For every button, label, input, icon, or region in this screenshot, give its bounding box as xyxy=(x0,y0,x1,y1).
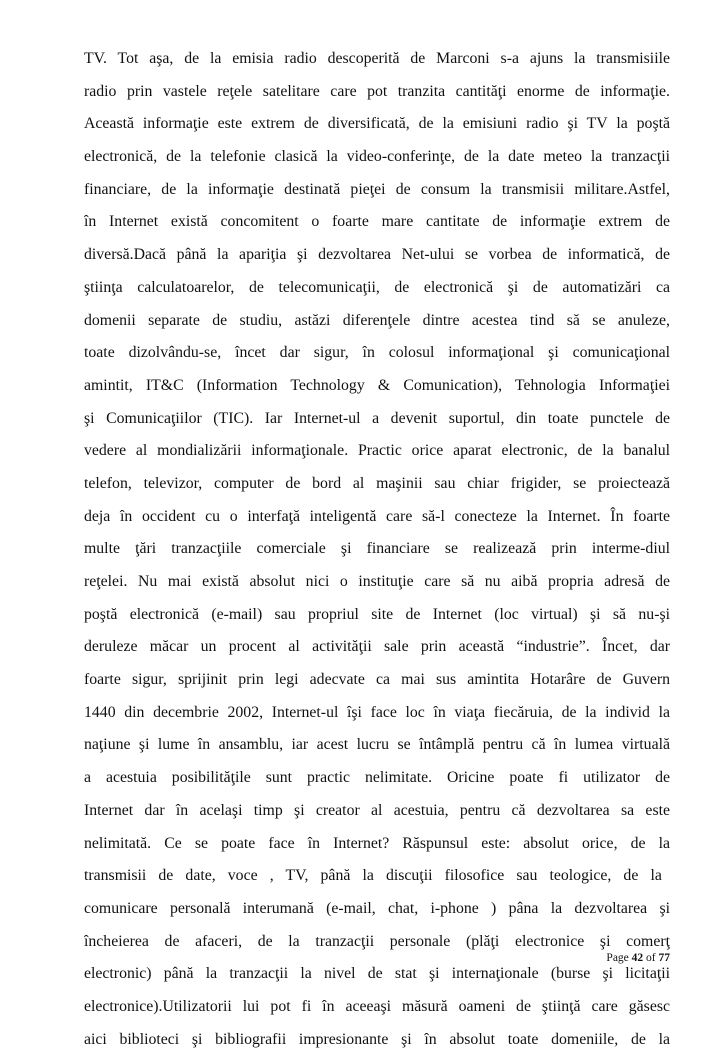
page-prefix: Page xyxy=(606,952,629,964)
text-line: şi Comunicaţiilor (TIC). Iar Internet-ul a devenit suportul, din toate punctele de xyxy=(84,409,670,427)
text-line: naţiune şi lume în ansamblu, iar acest lucru se întâmplă pentru că în lumea virtuală xyxy=(84,736,670,754)
text-line: toate dizolvându-se, încet dar sigur, în colosul informaţional şi comunicaţional xyxy=(84,344,670,362)
text-line: amintit, IT&C (Information Technology & Comunication), Tehnologia Informaţiei xyxy=(84,376,670,394)
text-line: ştiinţa calculatoarelor, de telecomunicaţii, de electronică şi de automatizări ca xyxy=(84,278,670,296)
text-line: foarte sigur, sprijinit prin legi adecvate ca mai sus amintita Hotarâre de Guvern xyxy=(84,671,670,689)
text-line: domenii separate de studiu, astăzi diferenţele dintre acestea tind să se anuleze, xyxy=(84,311,670,329)
text-line: financiare, de la informaţie destinată pieţei de consum la transmisii militare.Astfel, xyxy=(84,180,670,198)
text-line: deruleze măcar un procent al activităţii sale prin această “industrie”. Încet, dar xyxy=(84,638,670,656)
text-line: Internet dar în acelaşi timp şi creator al acestuia, pentru că dezvoltarea sa este xyxy=(84,801,670,819)
text-line: Această informaţie este extrem de diversificată, de la emisiuni radio şi TV la poştă xyxy=(84,115,670,133)
text-line: 1440 din decembrie 2002, Internet-ul îşi face loc în viaţa fiecăruia, de la individ la xyxy=(84,703,670,721)
text-line: reţelei. Nu mai există absolut nici o instituţie care să nu aibă propria adresă de xyxy=(84,573,670,590)
total-pages: 77 xyxy=(658,952,670,964)
text-line: telefon, televizor, computer de bord al maşinii sau chiar frigider, se proiectează xyxy=(84,474,670,492)
text-line: a acestuia posibilităţile sunt practic nelimitate. Oricine poate fi utilizator de xyxy=(84,769,670,787)
text-line: poştă electronică (e-mail) sau propriul site de Internet (loc virtual) şi să nu-şi xyxy=(84,605,670,623)
text-line: în Internet există concomitent o foarte mare cantitate de informaţie extrem de xyxy=(84,213,670,231)
text-line: TV. Tot aşa, de la emisia radio descoperită de Marconi s-a ajuns la transmisiile xyxy=(84,50,670,67)
text-line: deja în occident cu o interfaţă inteligentă care să-l conecteze la Internet. În foarte xyxy=(84,507,670,525)
text-line: electronică, de la telefonie clasică la video-conferinţe, de la date meteo la tranzacţii xyxy=(84,148,670,166)
current-page: 42 xyxy=(631,952,644,964)
text-line: aici biblioteci şi bibliografii impresionante şi în absolut toate domeniile, de la xyxy=(84,1030,670,1048)
of-label: of xyxy=(646,952,656,964)
text-line: transmisii de date, voce , TV, până la discuţii filosofice sau teologice, de la xyxy=(84,867,662,885)
text-line: electronice).Utilizatorii lui pot fi în aceeaşi măsură oameni de ştiinţă care găsesc xyxy=(84,997,670,1015)
body-text xyxy=(84,43,670,1056)
text-line: diversă.Dacă până la apariţia şi dezvoltarea Net-ului se vorbea de informatică, de xyxy=(84,246,670,264)
text-line: multe ţări tranzacţiile comerciale şi financiare se realizează prin interme-diul xyxy=(84,540,670,558)
text-line: radio prin vastele reţele satelitare care pot tranzita cantităţi enorme de informaţie. xyxy=(84,82,670,100)
text-line: încheierea de afaceri, de la tranzacţii personale (plăţi electronice şi comerţ xyxy=(84,932,670,950)
page-number xyxy=(606,952,670,964)
text-line: comunicare personală interumană (e-mail, chat, i-phone ) pâna la dezvoltarea şi xyxy=(84,899,670,917)
text-line: vedere al mondializării informaţionale. Practic orice aparat electronic, de la banalul xyxy=(84,442,670,460)
text-line: electronic) până la tranzacţii la nivel de stat şi internaţionale (burse şi licitaţii xyxy=(84,965,670,983)
text-line: nelimitată. Ce se poate face în Internet? Răspunsul este: absolut orice, de la xyxy=(84,834,670,852)
